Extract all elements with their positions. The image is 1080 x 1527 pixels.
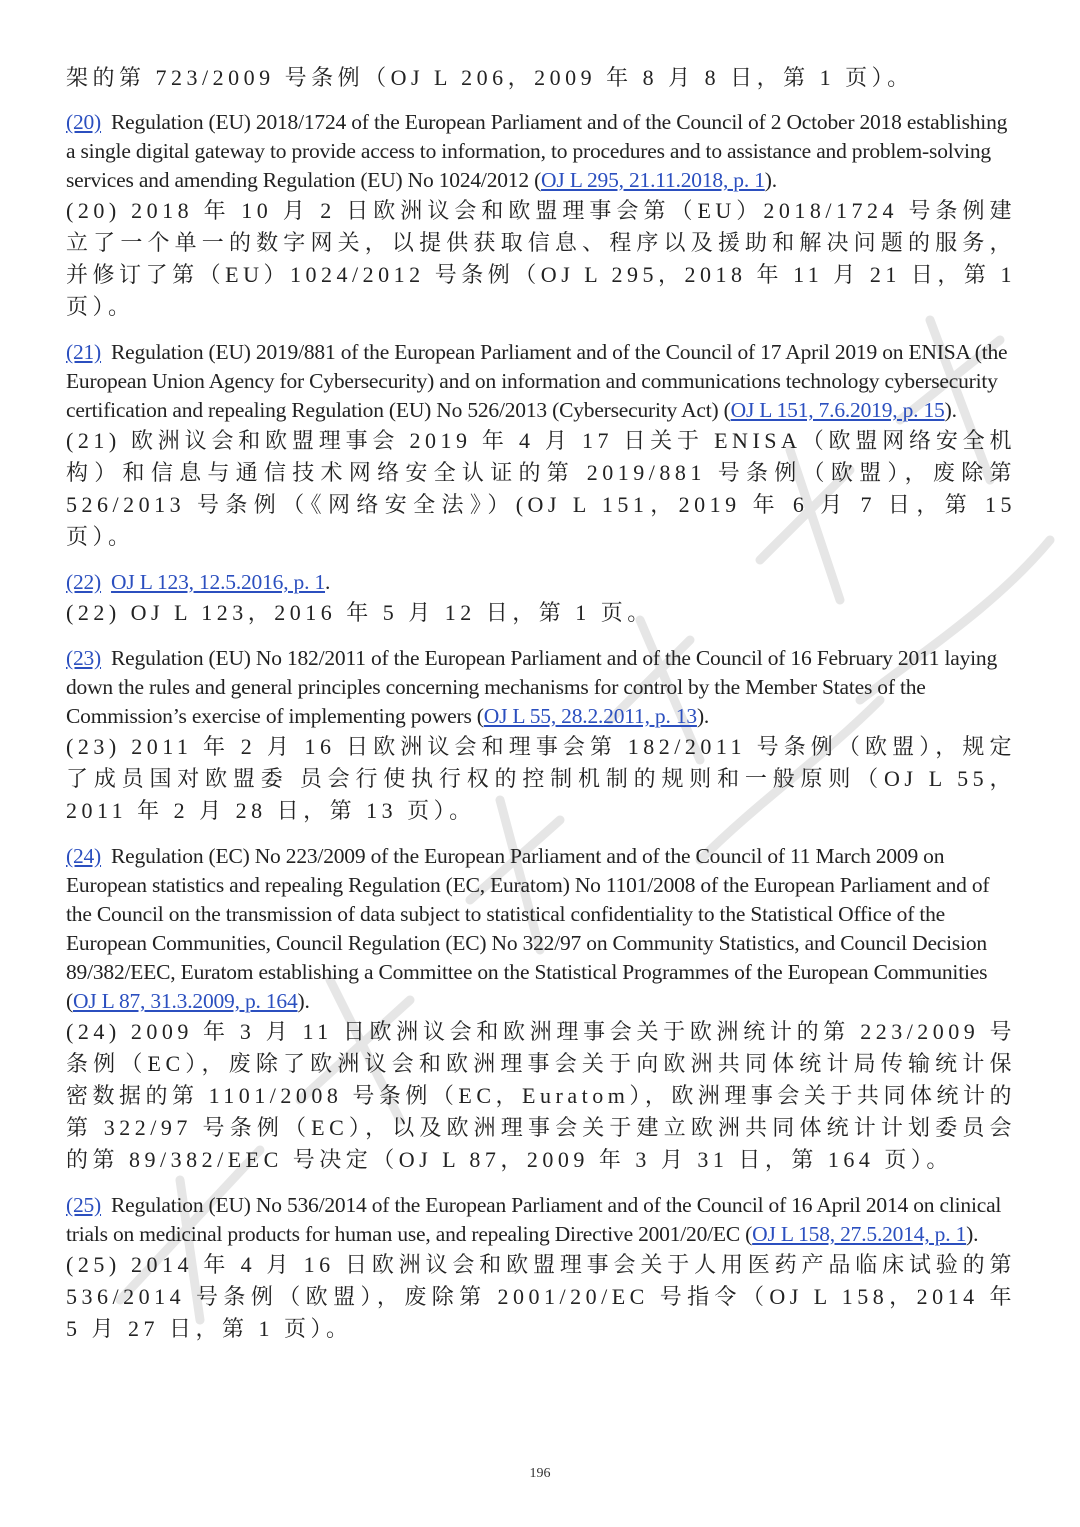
footnote-chinese: (21) 欧洲议会和欧盟理事会 2019 年 4 月 17 日关于 ENISA（欧盟网络安全机构）和信息与通信技术网络安全认证的第 2019/881 号条例（欧盟），废除第 526/2013 号条例（《网络安全法》）(OJ L 151，2019 年 6 月 7 日，第 15 页）。 (66, 428, 1016, 549)
document-body (66, 62, 1016, 1360)
footnote-22 (66, 568, 1016, 629)
page-number: 196 (529, 1466, 551, 1481)
footnote-english-text: Regulation (EC) No 223/2009 of the European Parliament and of the Council of 11 March 2009 on European statistics and repealing Regulation (EC, Euratom) No 1101/2008 of the European Parliament and of the Council on the transmission of data subject to statistical confidentiality to the Statistical Office of the European Communities, Council Regulation (EC) No 322/97 on Community Statistics, and Council Decision 89/382/EEC, Euratom establishing a Committee on the Statistical Programmes of the European Communities ( (66, 844, 990, 1013)
footnote-english-end: ). (944, 398, 957, 422)
footnote-english (66, 1191, 1016, 1249)
footnote-english (66, 568, 1016, 597)
footnote-english (66, 108, 1016, 195)
footnote-english-end: . (325, 570, 331, 594)
footnote-chinese: (24) 2009 年 3 月 11 日欧洲议会和欧洲理事会关于欧洲统计的第 223/2009 号条例（EC），废除了欧洲议会和欧洲理事会关于向欧洲共同体统计局传输统计保密数据的第 1101/2008 号条例（EC，Euratom），欧洲理事会关于共同体统计的第 322/97 号条例（EC），以及欧洲理事会关于建立欧洲共同体统计计划委员会的第 89/382/EEC 号决定（OJ L 87，2009 年 3 月 31 日，第 164 页）。 (66, 1019, 1016, 1172)
footnote-23 (66, 644, 1016, 827)
footnote-number-link[interactable]: (24) (66, 844, 102, 868)
footnote-chinese: (20) 2018 年 10 月 2 日欧洲议会和欧盟理事会第（EU）2018/1724 号条例建立了一个单一的数字网关，以提供获取信息、程序以及援助和解决问题的服务，并修订了第（EU）1024/2012 号条例（OJ L 295，2018 年 11 月 21 日，第 1 页）。 (66, 198, 1016, 319)
footnote-english (66, 644, 1016, 731)
footnote-english (66, 338, 1016, 425)
footnote-chinese: (25) 2014 年 4 月 16 日欧洲议会和欧盟理事会关于人用医药产品临床试验的第 536/2014 号条例（欧盟），废除第 2001/20/EC 号指令（OJ L 158，2014 年 5 月 27 日，第 1 页）。 (66, 1252, 1016, 1341)
footnote-25 (66, 1191, 1016, 1345)
footnote-number-link[interactable]: (23) (66, 646, 102, 670)
footnote-number-link[interactable]: (20) (66, 110, 102, 134)
oj-reference-link[interactable]: OJ L 151, 7.6.2019, p. 15 (730, 398, 945, 422)
footnote-chinese: (22) OJ L 123，2016 年 5 月 12 日，第 1 页。 (66, 600, 654, 625)
oj-reference-link[interactable]: OJ L 87, 31.3.2009, p. 164 (72, 989, 298, 1013)
footnote-english (66, 842, 1016, 1016)
footnote-english-end: ). (297, 989, 310, 1013)
footnote-english-end: ). (764, 168, 777, 192)
footnote-english-end: ). (696, 704, 710, 728)
footnote-english-text: Regulation (EU) No 182/2011 of the European Parliament and of the Council of 16 February 2011 laying down the rules and general principles concerning mechanisms for control by the Member States of the Commission’s exercise of implementing powers ( (66, 646, 998, 728)
continuation-line: 架的第 723/2009 号条例（OJ L 206，2009 年 8 月 8 日，第 1 页）。 (66, 65, 914, 90)
oj-reference-link[interactable]: OJ L 295, 21.11.2018, p. 1 (541, 168, 765, 192)
footnote-20 (66, 108, 1016, 323)
footnote-21 (66, 338, 1016, 553)
footnote-chinese: (23) 2011 年 2 月 16 日欧洲议会和理事会第 182/2011 号条例（欧盟），规定了成员国对欧盟委 员会行使执行权的控制机制的规则和一般原则（OJ L 55，2011 年 2 月 28 日，第 13 页）。 (66, 734, 1016, 823)
footnote-number-link[interactable]: (21) (66, 340, 102, 364)
oj-reference-link[interactable]: OJ L 123, 12.5.2016, p. 1 (111, 570, 326, 594)
oj-reference-link[interactable]: OJ L 158, 27.5.2014, p. 1 (752, 1222, 967, 1246)
footnote-number-link[interactable]: (22) (66, 570, 102, 594)
footnote-english-end: ). (966, 1222, 979, 1246)
footnote-english-text: Regulation (EU) 2018/1724 of the European Parliament and of the Council of 2 October 2018 establishing a single digital gateway to provide access to information, to procedures and to assistance and problem-solving services and amending Regulation (EU) No 1024/2012 ( (66, 110, 1008, 192)
footnote-english-text: Regulation (EU) 2019/881 of the European Parliament and of the Council of 17 April 2019 on ENISA (the European Union Agency for Cybersecurity) and on information and communications technology cybersecurity certification and repealing Regulation (EU) No 526/2013 (Cybersecurity Act) ( (66, 340, 1008, 422)
footnote-24 (66, 842, 1016, 1176)
oj-reference-link[interactable]: OJ L 55, 28.2.2011, p. 13 (483, 704, 697, 728)
footnote-number-link[interactable]: (25) (66, 1193, 102, 1217)
footnote-english-text: Regulation (EU) No 536/2014 of the European Parliament and of the Council of 16 April 2014 on clinical trials on medicinal products for human use, and repealing Directive 2001/20/EC ( (66, 1193, 1002, 1246)
